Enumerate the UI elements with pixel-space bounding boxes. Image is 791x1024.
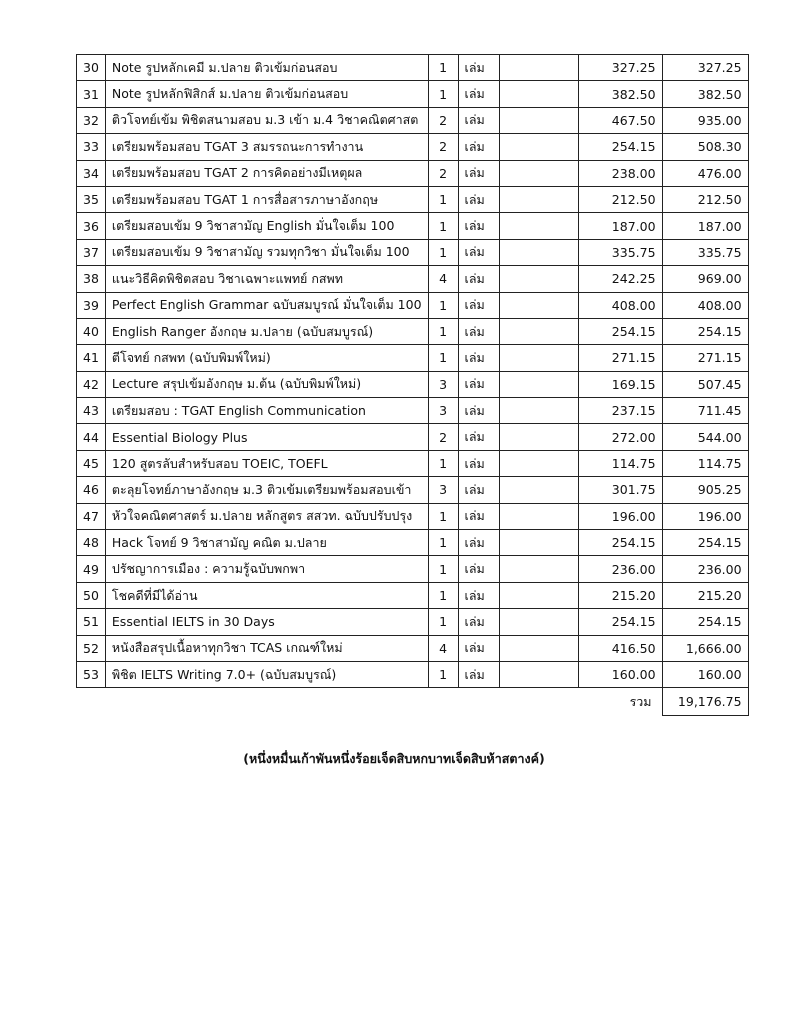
book-title: เตรียมพร้อมสอบ TGAT 2 การคิดอย่างมีเหตุผล [105, 160, 428, 186]
unit: เล่ม [458, 81, 499, 107]
blank-cell [499, 661, 578, 687]
book-title: Essential Biology Plus [105, 424, 428, 450]
quantity: 1 [428, 450, 458, 476]
unit-price: 382.50 [578, 81, 662, 107]
line-amount: 254.15 [662, 530, 748, 556]
table-row [77, 477, 749, 503]
blank-cell [499, 186, 578, 212]
unit-price: 237.15 [578, 398, 662, 424]
row-number: 44 [77, 424, 106, 450]
row-number: 53 [77, 661, 106, 687]
unit: เล่ม [458, 160, 499, 186]
line-amount: 254.15 [662, 609, 748, 635]
row-number: 38 [77, 266, 106, 292]
row-number: 37 [77, 239, 106, 265]
line-amount: 507.45 [662, 371, 748, 397]
book-title: เตรียมสอบเข้ม 9 วิชาสามัญ รวมทุกวิชา มั่นใจเต็ม 100 [105, 239, 428, 265]
quantity: 4 [428, 635, 458, 661]
book-title: Note รูปหลักเคมี ม.ปลาย ติวเข้มก่อนสอบ [105, 55, 428, 81]
unit: เล่ม [458, 530, 499, 556]
unit-price: 212.50 [578, 186, 662, 212]
table-row [77, 107, 749, 133]
items-table-body [77, 55, 749, 688]
table-row [77, 609, 749, 635]
unit: เล่ม [458, 186, 499, 212]
unit: เล่ม [458, 239, 499, 265]
line-amount: 271.15 [662, 345, 748, 371]
book-title: Note รูปหลักฟิสิกส์ ม.ปลาย ติวเข้มก่อนสอบ [105, 81, 428, 107]
unit: เล่ม [458, 477, 499, 503]
blank-cell [499, 134, 578, 160]
row-number: 43 [77, 398, 106, 424]
blank-cell [499, 582, 578, 608]
unit-price: 254.15 [578, 134, 662, 160]
quantity: 1 [428, 213, 458, 239]
quantity: 3 [428, 371, 458, 397]
unit-price: 301.75 [578, 477, 662, 503]
blank-cell [499, 160, 578, 186]
book-title: เตรียมพร้อมสอบ TGAT 1 การสื่อสารภาษาอังกฤษ [105, 186, 428, 212]
unit: เล่ม [458, 292, 499, 318]
unit: เล่ม [458, 318, 499, 344]
line-amount: 544.00 [662, 424, 748, 450]
blank-cell [499, 345, 578, 371]
line-amount: 114.75 [662, 450, 748, 476]
table-row [77, 398, 749, 424]
row-number: 49 [77, 556, 106, 582]
quantity: 1 [428, 661, 458, 687]
blank-cell [499, 503, 578, 529]
unit: เล่ม [458, 55, 499, 81]
line-amount: 476.00 [662, 160, 748, 186]
unit-price: 238.00 [578, 160, 662, 186]
blank-cell [499, 213, 578, 239]
line-amount: 212.50 [662, 186, 748, 212]
quantity: 2 [428, 424, 458, 450]
book-title: Lecture สรุปเข้มอังกฤษ ม.ต้น (ฉบับพิมพ์ใหม่) [105, 371, 428, 397]
table-row [77, 186, 749, 212]
unit: เล่ม [458, 134, 499, 160]
row-number: 33 [77, 134, 106, 160]
unit: เล่ม [458, 503, 499, 529]
table-row [77, 318, 749, 344]
book-title: ติวโจทย์เข้ม พิชิตสนามสอบ ม.3 เข้า ม.4 วิชาคณิตศาสต [105, 107, 428, 133]
line-amount: 935.00 [662, 107, 748, 133]
unit: เล่ม [458, 609, 499, 635]
quantity: 1 [428, 609, 458, 635]
book-title: เตรียมพร้อมสอบ TGAT 3 สมรรถนะการทำงาน [105, 134, 428, 160]
table-row [77, 213, 749, 239]
line-amount: 196.00 [662, 503, 748, 529]
table-row [77, 371, 749, 397]
book-title: เตรียมสอบ : TGAT English Communication [105, 398, 428, 424]
blank-cell [499, 556, 578, 582]
table-row [77, 345, 749, 371]
quantity: 1 [428, 318, 458, 344]
unit: เล่ม [458, 635, 499, 661]
table-row [77, 661, 749, 687]
blank-cell [499, 609, 578, 635]
book-title: 120 สูตรลับสำหรับสอบ TOEIC, TOEFL [105, 450, 428, 476]
blank-cell [499, 477, 578, 503]
total-row [77, 688, 749, 716]
blank-cell [499, 635, 578, 661]
quantity: 2 [428, 107, 458, 133]
unit: เล่ม [458, 661, 499, 687]
quantity: 1 [428, 186, 458, 212]
items-table [76, 54, 749, 716]
quantity: 1 [428, 239, 458, 265]
unit-price: 271.15 [578, 345, 662, 371]
table-row [77, 530, 749, 556]
unit: เล่ม [458, 398, 499, 424]
unit-price: 169.15 [578, 371, 662, 397]
unit: เล่ม [458, 450, 499, 476]
quantity: 2 [428, 160, 458, 186]
row-number: 45 [77, 450, 106, 476]
blank-cell [499, 107, 578, 133]
amount-in-words: (หนึ่งหมื่นเก้าพันหนึ่งร้อยเจ็ดสิบหกบาทเจ็ดสิบห้าสตางค์) [243, 751, 545, 766]
blank-cell [499, 424, 578, 450]
table-row [77, 424, 749, 450]
unit-price: 327.25 [578, 55, 662, 81]
unit: เล่ม [458, 345, 499, 371]
book-title: โชคดีที่มีได้อ่าน [105, 582, 428, 608]
quantity: 1 [428, 530, 458, 556]
book-title: พิชิต IELTS Writing 7.0+ (ฉบับสมบูรณ์) [105, 661, 428, 687]
blank-cell [499, 530, 578, 556]
table-row [77, 239, 749, 265]
table-row [77, 160, 749, 186]
book-title: Hack โจทย์ 9 วิชาสามัญ คณิต ม.ปลาย [105, 530, 428, 556]
unit-price: 236.00 [578, 556, 662, 582]
table-row [77, 503, 749, 529]
quantity: 1 [428, 582, 458, 608]
table-row [77, 266, 749, 292]
line-amount: 905.25 [662, 477, 748, 503]
quantity: 2 [428, 134, 458, 160]
unit-price: 254.15 [578, 609, 662, 635]
row-number: 50 [77, 582, 106, 608]
blank-cell [499, 55, 578, 81]
blank-cell [499, 318, 578, 344]
row-number: 35 [77, 186, 106, 212]
blank-cell [499, 450, 578, 476]
unit-price: 187.00 [578, 213, 662, 239]
unit: เล่ม [458, 371, 499, 397]
book-title: Perfect English Grammar ฉบับสมบูรณ์ มั่นใจเต็ม 100 [105, 292, 428, 318]
total-value: 19,176.75 [662, 688, 748, 716]
book-title: ปรัชญาการเมือง : ความรู้ฉบับพกพา [105, 556, 428, 582]
book-title: Essential IELTS in 30 Days [105, 609, 428, 635]
row-number: 41 [77, 345, 106, 371]
line-amount: 408.00 [662, 292, 748, 318]
table-row [77, 556, 749, 582]
quantity: 4 [428, 266, 458, 292]
book-title: ตะลุยโจทย์ภาษาอังกฤษ ม.3 ติวเข้มเตรียมพร้อมสอบเข้า [105, 477, 428, 503]
line-amount: 1,666.00 [662, 635, 748, 661]
quantity: 3 [428, 477, 458, 503]
row-number: 30 [77, 55, 106, 81]
line-amount: 335.75 [662, 239, 748, 265]
blank-cell [499, 81, 578, 107]
quantity: 1 [428, 345, 458, 371]
row-number: 42 [77, 371, 106, 397]
row-number: 31 [77, 81, 106, 107]
book-title: หัวใจคณิตศาสตร์ ม.ปลาย หลักสูตร สสวท. ฉบับปรับปรุง [105, 503, 428, 529]
unit-price: 215.20 [578, 582, 662, 608]
quantity: 1 [428, 292, 458, 318]
table-row [77, 81, 749, 107]
table-row [77, 292, 749, 318]
blank-cell [499, 398, 578, 424]
line-amount: 711.45 [662, 398, 748, 424]
blank-cell [499, 371, 578, 397]
line-amount: 236.00 [662, 556, 748, 582]
row-number: 32 [77, 107, 106, 133]
table-row [77, 55, 749, 81]
row-number: 40 [77, 318, 106, 344]
unit-price: 254.15 [578, 318, 662, 344]
quantity: 3 [428, 398, 458, 424]
book-title: หนังสือสรุปเนื้อหาทุกวิชา TCAS เกณฑ์ใหม่ [105, 635, 428, 661]
line-amount: 160.00 [662, 661, 748, 687]
quantity: 1 [428, 556, 458, 582]
unit-price: 160.00 [578, 661, 662, 687]
unit: เล่ม [458, 213, 499, 239]
table-row [77, 134, 749, 160]
book-title: English Ranger อังกฤษ ม.ปลาย (ฉบับสมบูรณ์) [105, 318, 428, 344]
unit-price: 254.15 [578, 530, 662, 556]
row-number: 52 [77, 635, 106, 661]
blank-cell [499, 239, 578, 265]
table-row [77, 450, 749, 476]
unit: เล่ม [458, 107, 499, 133]
unit: เล่ม [458, 266, 499, 292]
unit-price: 196.00 [578, 503, 662, 529]
unit-price: 114.75 [578, 450, 662, 476]
unit-price: 272.00 [578, 424, 662, 450]
row-number: 51 [77, 609, 106, 635]
unit: เล่ม [458, 424, 499, 450]
unit-price: 416.50 [578, 635, 662, 661]
line-amount: 254.15 [662, 318, 748, 344]
blank-cell [499, 292, 578, 318]
line-amount: 969.00 [662, 266, 748, 292]
unit-price: 335.75 [578, 239, 662, 265]
quantity: 1 [428, 81, 458, 107]
table-row [77, 582, 749, 608]
unit: เล่ม [458, 582, 499, 608]
row-number: 47 [77, 503, 106, 529]
row-number: 36 [77, 213, 106, 239]
book-title: แนะวิธีคิดพิชิตสอบ วิชาเฉพาะแพทย์ กสพท [105, 266, 428, 292]
total-label: รวม [629, 694, 652, 710]
line-amount: 187.00 [662, 213, 748, 239]
line-amount: 215.20 [662, 582, 748, 608]
row-number: 39 [77, 292, 106, 318]
row-number: 48 [77, 530, 106, 556]
blank-cell [499, 266, 578, 292]
quantity: 1 [428, 55, 458, 81]
unit: เล่ม [458, 556, 499, 582]
unit-price: 408.00 [578, 292, 662, 318]
quantity: 1 [428, 503, 458, 529]
line-amount: 382.50 [662, 81, 748, 107]
line-amount: 327.25 [662, 55, 748, 81]
unit-price: 467.50 [578, 107, 662, 133]
row-number: 46 [77, 477, 106, 503]
row-number: 34 [77, 160, 106, 186]
book-title: เตรียมสอบเข้ม 9 วิชาสามัญ English มั่นใจเต็ม 100 [105, 213, 428, 239]
table-row [77, 635, 749, 661]
line-amount: 508.30 [662, 134, 748, 160]
unit-price: 242.25 [578, 266, 662, 292]
book-title: ตีโจทย์ กสพท (ฉบับพิมพ์ใหม่) [105, 345, 428, 371]
